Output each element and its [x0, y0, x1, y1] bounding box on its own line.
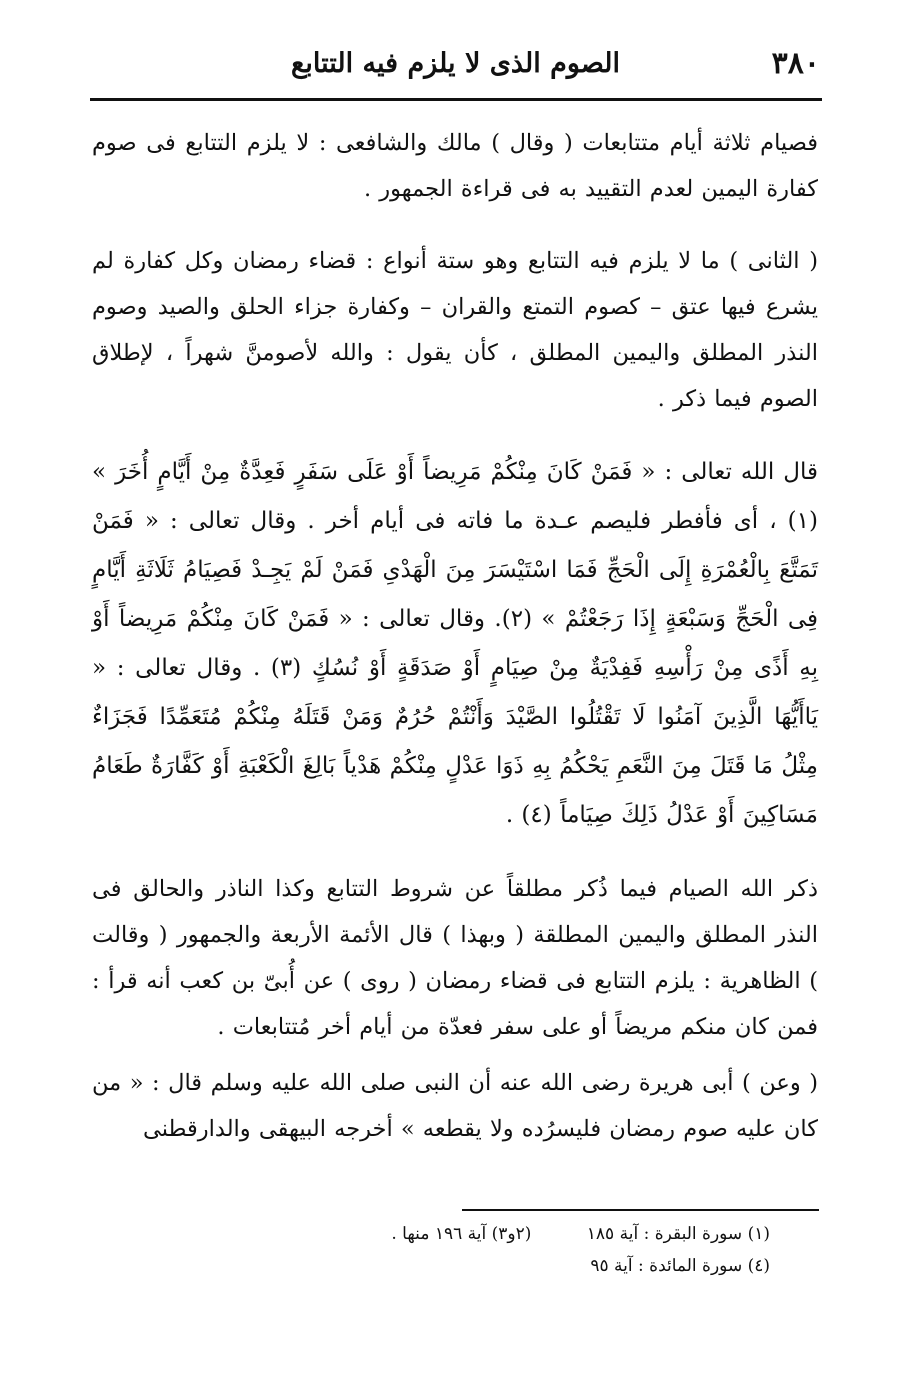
paragraph-quran-verses: قال الله تعالى : « فَمَنْ كَانَ مِنْكُمْ مَرِيضاً أَوْ عَلَى سَفَرٍ فَعِدَّةٌ مِنْ أَيَّامٍ أُخَرَ » (١) ، أى فأفطر فليصم عـدة ما فاته فى أيام أخر . وقال تعالى : « فَمَنْ تَمَتَّعَ بِالْعُمْرَةِ إِلَى الْحَجِّ فَمَا اسْتَيْسَرَ مِنَ الْهَدْىِ فَمَنْ لَمْ يَجِـدْ فَصِيَامُ ثَلَاثَةِ أَيَّامٍ فِى الْحَجِّ وَسَبْعَةٍ إِذَا رَجَعْتُمْ » (٢). وقال تعالى : « فَمَنْ كَانَ مِنْكُمْ مَرِيضاً أَوْ بِهِ أَذًى مِنْ رَأْسِهِ فَفِدْيَةٌ مِنْ صِيَامٍ أَوْ صَدَقَةٍ أَوْ نُسُكٍ (٣) . وقال تعالى : « يَاأَيُّهَا الَّذِينَ آمَنُوا لَا تَقْتُلُوا الصَّيْدَ وَأَنْتُمْ حُرُمٌ وَمَنْ قَتَلَهُ مِنْكُمْ مُتَعَمِّدًا فَجَزَاءٌ مِثْلُ مَا قَتَلَ مِنَ النَّعَمِ يَحْكُمُ بِهِ ذَوَا عَدْلٍ مِنْكُمْ هَدْياً بَالِغَ الْكَعْبَةِ أَوْ كَفَّارَةٌ طَعَامُ مَسَاكِينَ أَوْ عَدْلُ ذَلِكَ صِيَاماً (٤) . — [92, 459, 819, 828]
footnote-2-3: (٢و٣) آية ١٩٦ منها . — [391, 1224, 532, 1244]
paragraph-hadith: ( وعن ) أبى هريرة رضى الله عنه أن النبى صلى الله عليه وسلم قال : « من كان عليه صوم رمضان فليسرُده ولا يقطعه » أخرجه البيهقى والدارقطنى — [92, 1070, 818, 1142]
footnote-line-2 — [200, 1250, 770, 1282]
footnote-line-1 — [200, 1218, 770, 1250]
paragraph-second-type: ( الثانى ) ما لا يلزم فيه التتابع وهو ستة أنواع : قضاء رمضان وكل كفارة لم يشرع فيها عتق – كصوم التمتع والقران – وكفارة جزاء الحلق والصيد وصوم النذر المطلق واليمين المطلق ، كأن يقول : والله لأصومنَّ شهراً ، لإطلاق الصوم فيما ذكر . — [92, 248, 818, 412]
footnotes — [200, 1218, 770, 1282]
main-text — [92, 120, 818, 1152]
header-divider — [90, 98, 822, 101]
footnote-divider — [462, 1209, 819, 1211]
footnote-1: (١) سورة البقرة : آية ١٨٥ — [586, 1224, 770, 1244]
running-title: الصوم الذى لا يلزم فيه التتابع — [291, 48, 620, 79]
paragraph-commentary: ذكر الله الصيام فيما ذُكر مطلقاً عن شروط التتابع وكذا الناذر والحالق فى النذر المطلق واليمين المطلقة ( وبهذا ) قال الأئمة الأربعة والجمهور ( وقالت ) الظاهرية : يلزم التتابع فى قضاء رمضان ( روى ) عن أُبىّ بن كعب أنه قرأ : فمن كان منكم مريضاً أو على سفر فعدّة من أيام أخر مُتتابعات . — [92, 876, 818, 1040]
page-header — [90, 40, 820, 96]
footnote-4: (٤) سورة المائدة : آية ٩٥ — [590, 1256, 770, 1276]
paragraph-continuation: فصيام ثلاثة أيام متتابعات ( وقال ) مالك والشافعى : لا يلزم التتابع فى صوم كفارة اليمين لعدم التقييد به فى قراءة الجمهور . — [92, 130, 818, 202]
page-number: ٣٨٠ — [771, 46, 820, 81]
